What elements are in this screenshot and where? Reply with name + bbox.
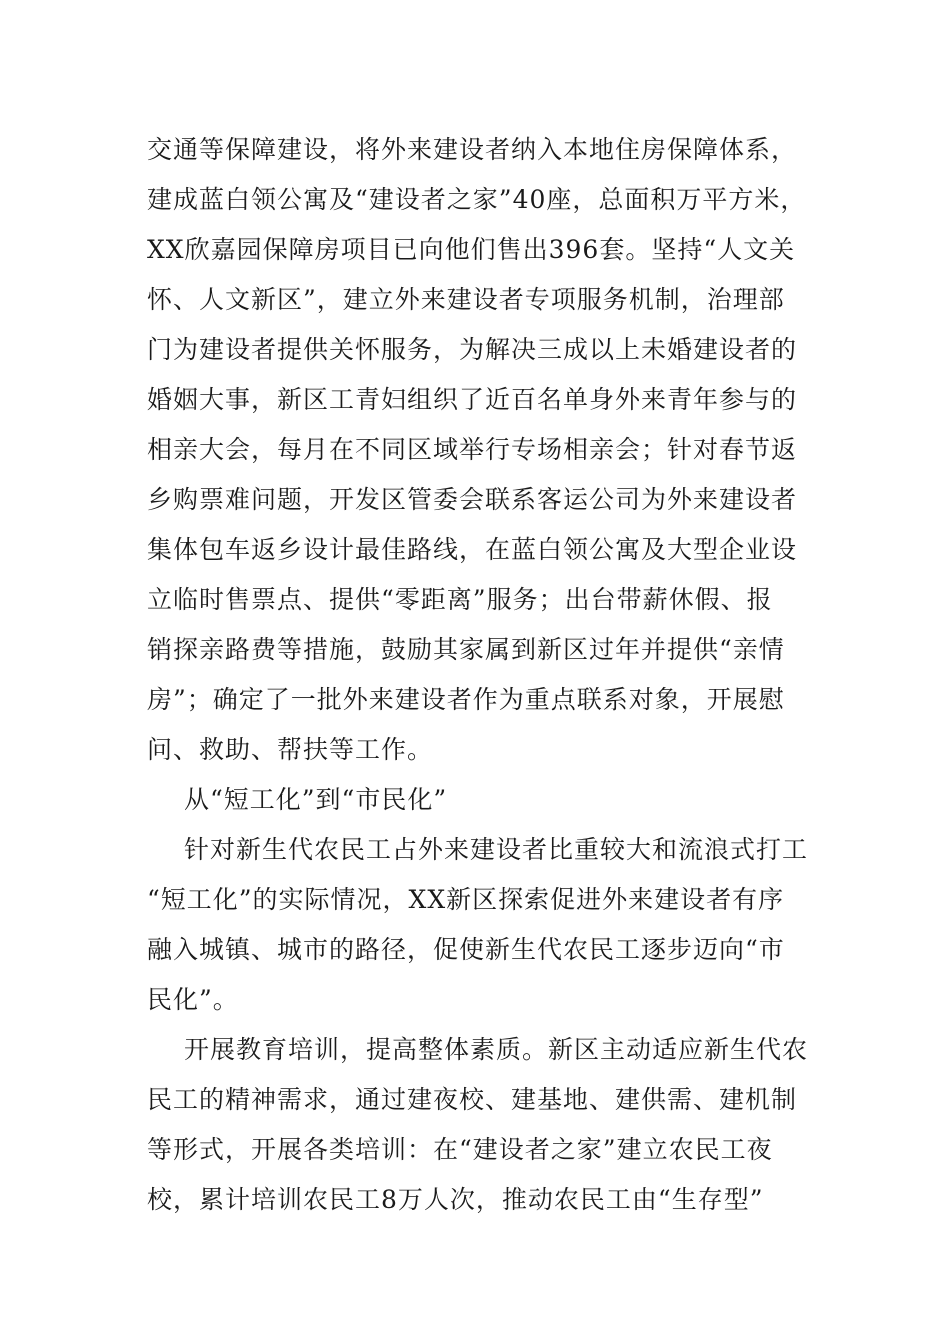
text-line: 立临时售票点、提供“零距离”服务；出台带薪休假、报 (147, 585, 773, 614)
text-line: 婚姻大事，新区工青妇组织了近百名单身外来青年参与的 (147, 385, 798, 414)
text-line: 门为建设者提供关怀服务，为解决三成以上未婚建设者的 (147, 335, 798, 364)
text-line: 集体包车返乡设计最佳路线，在蓝白领公寓及大型企业设 (147, 535, 798, 564)
text-line: 民化”。 (147, 985, 239, 1014)
text-line: 问、救助、帮扶等工作。 (147, 735, 434, 764)
text-line: 建成蓝白领公寓及“建设者之家”40座，总面积万平方米， (147, 185, 807, 214)
text-line: 校，累计培训农民工8万人次，推动农民工由“生存型” (147, 1185, 764, 1214)
text-line: 乡购票难问题，开发区管委会联系客运公司为外来建设者 (147, 485, 798, 514)
text-line: 交通等保障建设，将外来建设者纳入本地住房保障体系， (147, 135, 798, 164)
text-line: 相亲大会，每月在不同区域举行专场相亲会；针对春节返 (147, 435, 798, 464)
text-line: 开展教育培训，提高整体素质。新区主动适应新生代农 (184, 1035, 809, 1064)
text-line: 针对新生代农民工占外来建设者比重较大和流浪式打工 (184, 835, 809, 864)
section-heading: 从“短工化”到“市民化” (184, 785, 448, 814)
text-line: 房”；确定了一批外来建设者作为重点联系对象，开展慰 (147, 685, 785, 714)
text-line: 等形式，开展各类培训：在“建设者之家”建立农民工夜 (147, 1135, 773, 1164)
text-line: XX欣嘉园保障房项目已向他们售出396套。坚持“人文关 (147, 235, 796, 264)
text-line: 怀、人文新区”，建立外来建设者专项服务机制，治理部 (147, 285, 785, 314)
text-line: “短工化”的实际情况，XX新区探索促进外来建设者有序 (147, 885, 785, 914)
text-line: 融入城镇、城市的路径，促使新生代农民工逐步迈向“市 (147, 935, 785, 964)
text-line: 销探亲路费等措施，鼓励其家属到新区过年并提供“亲情 (147, 635, 785, 664)
text-line: 民工的精神需求，通过建夜校、建基地、建供需、建机制 (147, 1085, 798, 1114)
